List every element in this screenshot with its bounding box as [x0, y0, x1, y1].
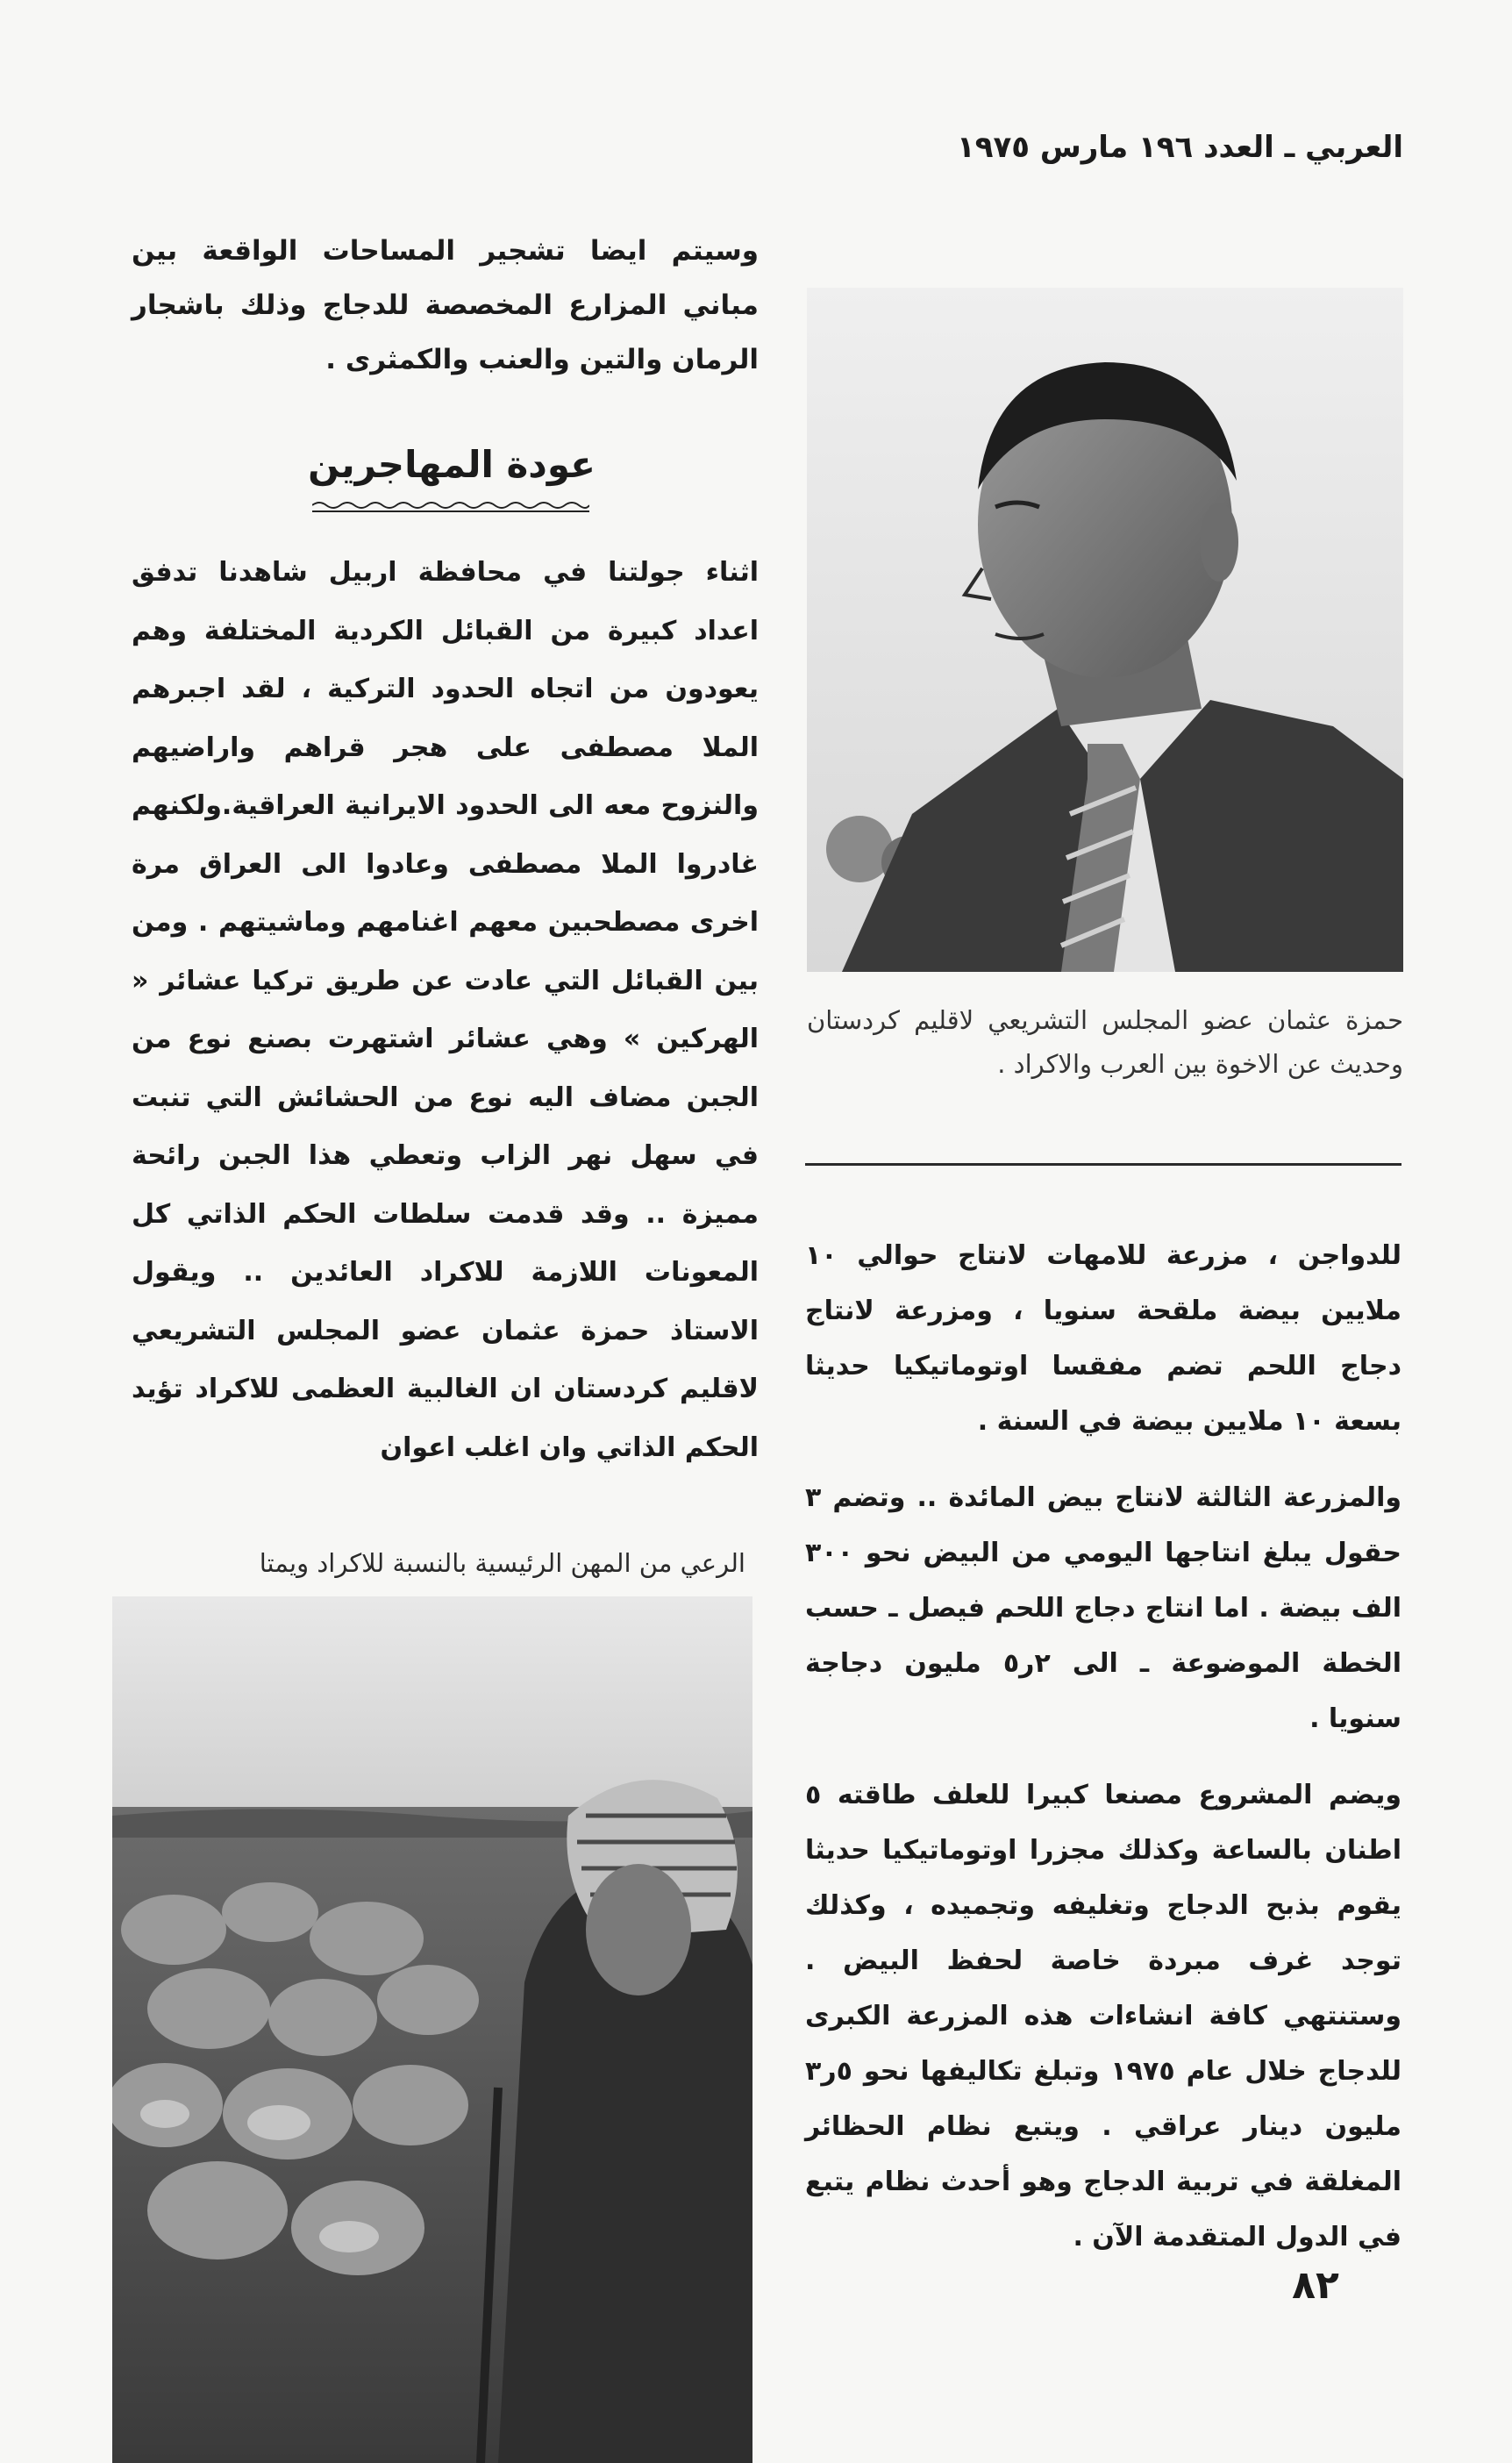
article-left-column: اثناء جولتنا في محافظة اربيل شاهدنا تدفق اعداد كبيرة من القبائل الكردية المختلفة وهم يعودون من اتجاه الحدود التركية ، لقد اجبرهم الملا مصطفى على هجر قراهم واراضيهم والنزوح معه الى الحدود الايرانية العراقية.ولكنهم غادروا الملا مصطفى وعادوا الى العراق مرة اخرى مصطحبين معهم اغنامهم وماشيتهم . ومن بين القبائل التي عادت عن طريق تركيا عشائر « الهركين » وهي عشائر اشتهرت بصنع نوع من الجبن مضاف اليه نوع من الحشائش التي تنبت في سهل نهر الزاب وتعطي هذا الجبن رائحة مميزة .. وقد قدمت سلطات الحكم الذاتي كل المعونات اللازمة للاكراد العائدين .. ويقول الاستاذ حمزة عثمان عضو المجلس التشريعي لاقليم كردستان ان الغالبية العظمى للاكراد تؤيد الحكم الذاتي وان اغلب اعوان: [132, 557, 759, 1463]
herding-photo-drawing: [112, 1596, 752, 2463]
title-underline: [312, 498, 589, 516]
herding-photo: [112, 1596, 752, 2463]
portrait-photo-drawing: [807, 288, 1403, 972]
right-paragraph-3: ويضم المشروع مصنعا كبيرا للعلف طاقته ٥ اطنان بالساعة وكذلك مجزرا اوتوماتيكيا حديثا يقوم بذبح الدجاج وتغليفه وتجميده ، وكذلك توجد غرف مبردة خاصة لحفظ البيض . وستنتهي كافة انشاءات هذه المزرعة الكبرى للدجاج خلال عام ١٩٧٥ وتبلغ تكاليفها نحو ٥ر٣ مليون دينار عراقي . ويتبع نظام الحظائر المغلقة في تربية الدجاج وهو أحدث نظام يتبع في الدول المتقدمة الآن .: [805, 1780, 1401, 2252]
intro-paragraph: وسيتم ايضا تشجير المساحات الواقعة بين مباني المزارع المخصصة للدجاج وذلك باشجار الرمان والتين والعنب والكمثرى .: [132, 235, 759, 375]
right-paragraph-1: للدواجن ، مزرعة للامهات لانتاج حوالي ١٠ ملايين بيضة ملقحة سنويا ، ومزرعة لانتاج دجاج اللحم تضم مفقسا اوتوماتيكيا حديثا بسعة ١٠ ملايين بيضة في السنة .: [805, 1240, 1401, 1437]
issue-header: العربي ـ العدد ١٩٦ مارس ١٩٧٥: [956, 130, 1403, 165]
herding-caption: الرعي من المهن الرئيسية بالنسبة للاكراد ويمتا: [259, 1548, 745, 1578]
section-title: عودة المهاجرين: [308, 443, 596, 486]
portrait-caption: حمزة عثمان عضو المجلس التشريعي لاقليم كردستان وحديث عن الاخوة بين العرب والاكراد .: [807, 1005, 1403, 1079]
portrait-photo: [807, 288, 1403, 972]
column-divider: [805, 1163, 1401, 1166]
right-paragraph-2: والمزرعة الثالثة لانتاج بيض المائدة .. وتضم ٣ حقول يبلغ انتاجها اليومي من البيض نحو ٣٠٠ الف بيضة . اما انتاج دجاج اللحم فيصل ـ حسب الخطة الموضوعة ـ الى ٢ر٥ مليون دجاجة سنويا .: [805, 1482, 1401, 1734]
page-number: ٨٢: [1292, 2263, 1339, 2308]
article-right-column: [805, 1228, 1401, 2286]
